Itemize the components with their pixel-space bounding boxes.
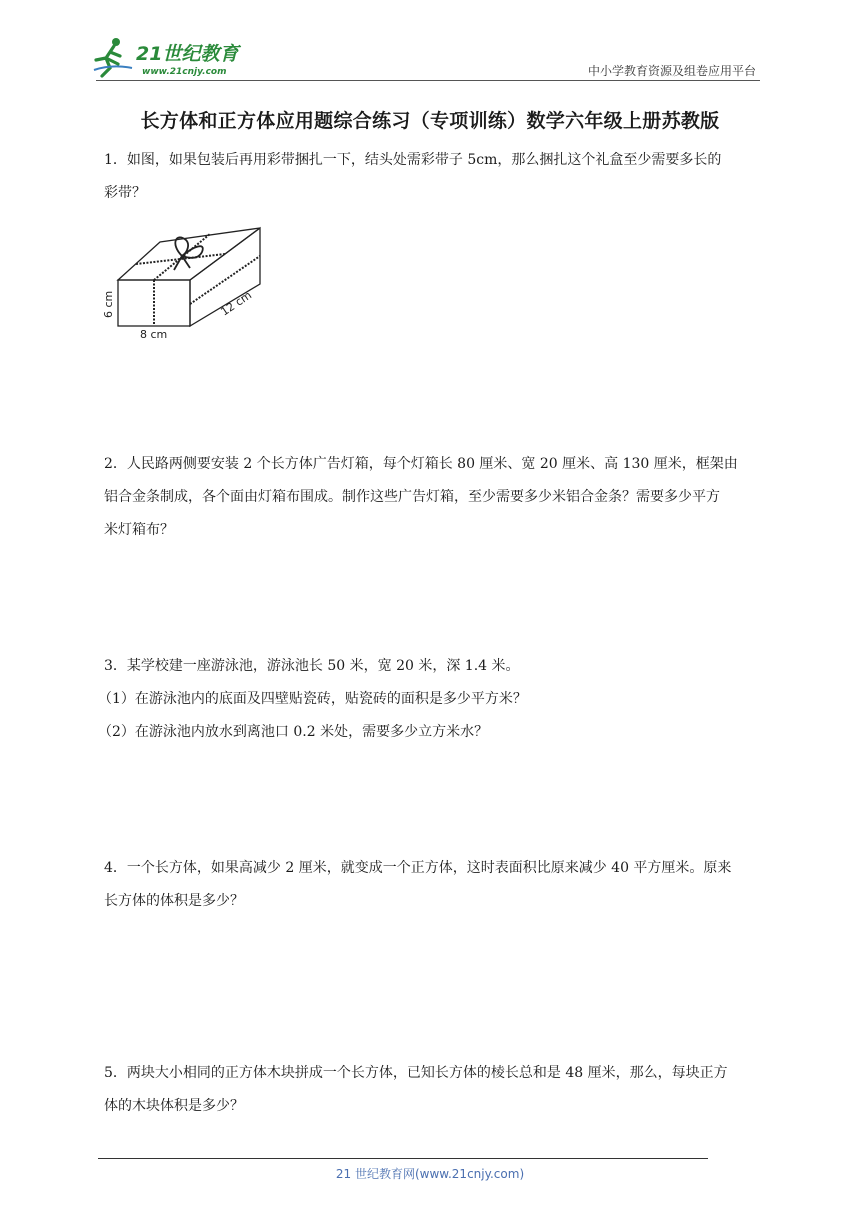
figure-height-label: 6 cm [102,290,115,318]
question-4-line-1: 4．一个长方体，如果高减少 2 厘米，就变成一个正方体，这时表面积比原来减少 40 平方厘米。原来 [104,860,732,876]
logo-text: 21世纪教育 [136,43,239,65]
question-3-part-1: （1）在游泳池内的底面及四壁贴瓷砖，贴瓷砖的面积是多少平方米？ [98,691,527,707]
logo-url: www.21cnjy.com [142,67,227,77]
question-2-line-1: 2．人民路两侧要安装 2 个长方体广告灯箱，每个灯箱长 80 厘米、宽 20 厘米、高 130 厘米，框架由 [104,456,738,472]
question-4-line-2: 长方体的体积是多少？ [104,893,244,909]
question-5 [104,1057,764,1123]
header-platform-text: 中小学教育资源及组卷应用平台 [587,64,756,78]
question-4 [104,852,764,918]
footer-link[interactable]: 21 世纪教育网(www.21cnjy.com) [335,1167,525,1181]
question-5-line-2: 体的木块体积是多少？ [104,1098,244,1114]
question-1-line-2: 彩带？ [104,185,146,201]
figure-length-label: 12 cm [218,288,255,319]
question-3-part-2: （2）在游泳池内放水到离池口 0.2 米处，需要多少立方米水？ [98,724,489,740]
question-5-line-1: 5．两块大小相同的正方体木块拼成一个长方体，已知长方体的棱长总和是 48 厘米，那么，每块正方 [104,1065,728,1081]
gift-box-figure [100,222,270,342]
runner-icon [94,38,132,76]
question-1-line-1: 1．如图，如果包装后再用彩带捆扎一下，结头处需彩带子 5cm，那么捆扎这个礼盒至少需要多长的 [104,152,722,168]
site-logo [92,34,262,80]
question-1 [104,144,764,210]
page-title: 长方体和正方体应用题综合练习（专项训练）数学六年级上册苏教版 [140,110,720,132]
figure-width-label: 8 cm [140,328,168,341]
question-3-line-1: 3．某学校建一座游泳池，游泳池长 50 米，宽 20 米，深 1.4 米。 [104,658,520,674]
question-2-line-2: 铝合金条制成，各个面由灯箱布围成。制作这些广告灯箱，至少需要多少米铝合金条？需要多少平方 [104,489,720,505]
header-divider [96,80,760,81]
question-3 [98,650,764,749]
footer-divider [98,1158,708,1159]
question-2-line-3: 米灯箱布？ [104,522,174,538]
question-2 [104,448,764,547]
